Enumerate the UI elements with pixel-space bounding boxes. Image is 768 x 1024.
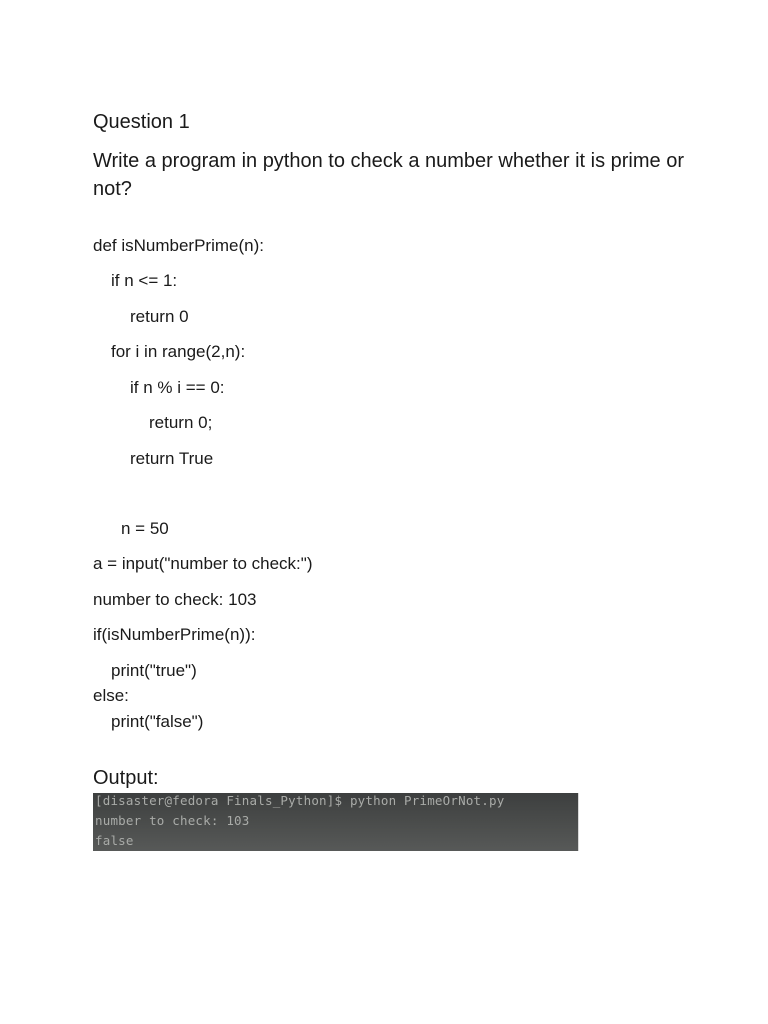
code-line: def isNumberPrime(n): — [93, 236, 264, 255]
terminal-line: false — [95, 833, 134, 848]
code-line: a = input("number to check:") — [93, 554, 313, 573]
code-line: number to check: 103 — [93, 590, 257, 609]
question-prompt: Write a program in python to check a number whether it is prime or not? — [93, 150, 684, 200]
output-label: Output: — [93, 767, 159, 789]
terminal-line: [disaster@fedora Finals_Python]$ python PrimeOrNot.py — [95, 793, 505, 808]
code-line: return True — [130, 449, 214, 468]
code-line: return 0; — [149, 413, 213, 432]
question-title: Question 1 — [93, 111, 190, 133]
terminal-line: number to check: 103 — [95, 813, 250, 828]
code-line: if n % i == 0: — [130, 378, 225, 397]
code-line: print("true") — [111, 661, 197, 680]
code-line: if n <= 1: — [111, 271, 178, 290]
code-line: n = 50 — [121, 519, 169, 538]
terminal-screenshot — [93, 793, 579, 851]
code-line: for i in range(2,n): — [111, 342, 246, 361]
code-line: if(isNumberPrime(n)): — [93, 625, 256, 644]
code-line: return 0 — [130, 307, 189, 326]
code-line: print("false") — [111, 712, 204, 731]
code-line: else: — [93, 686, 129, 705]
